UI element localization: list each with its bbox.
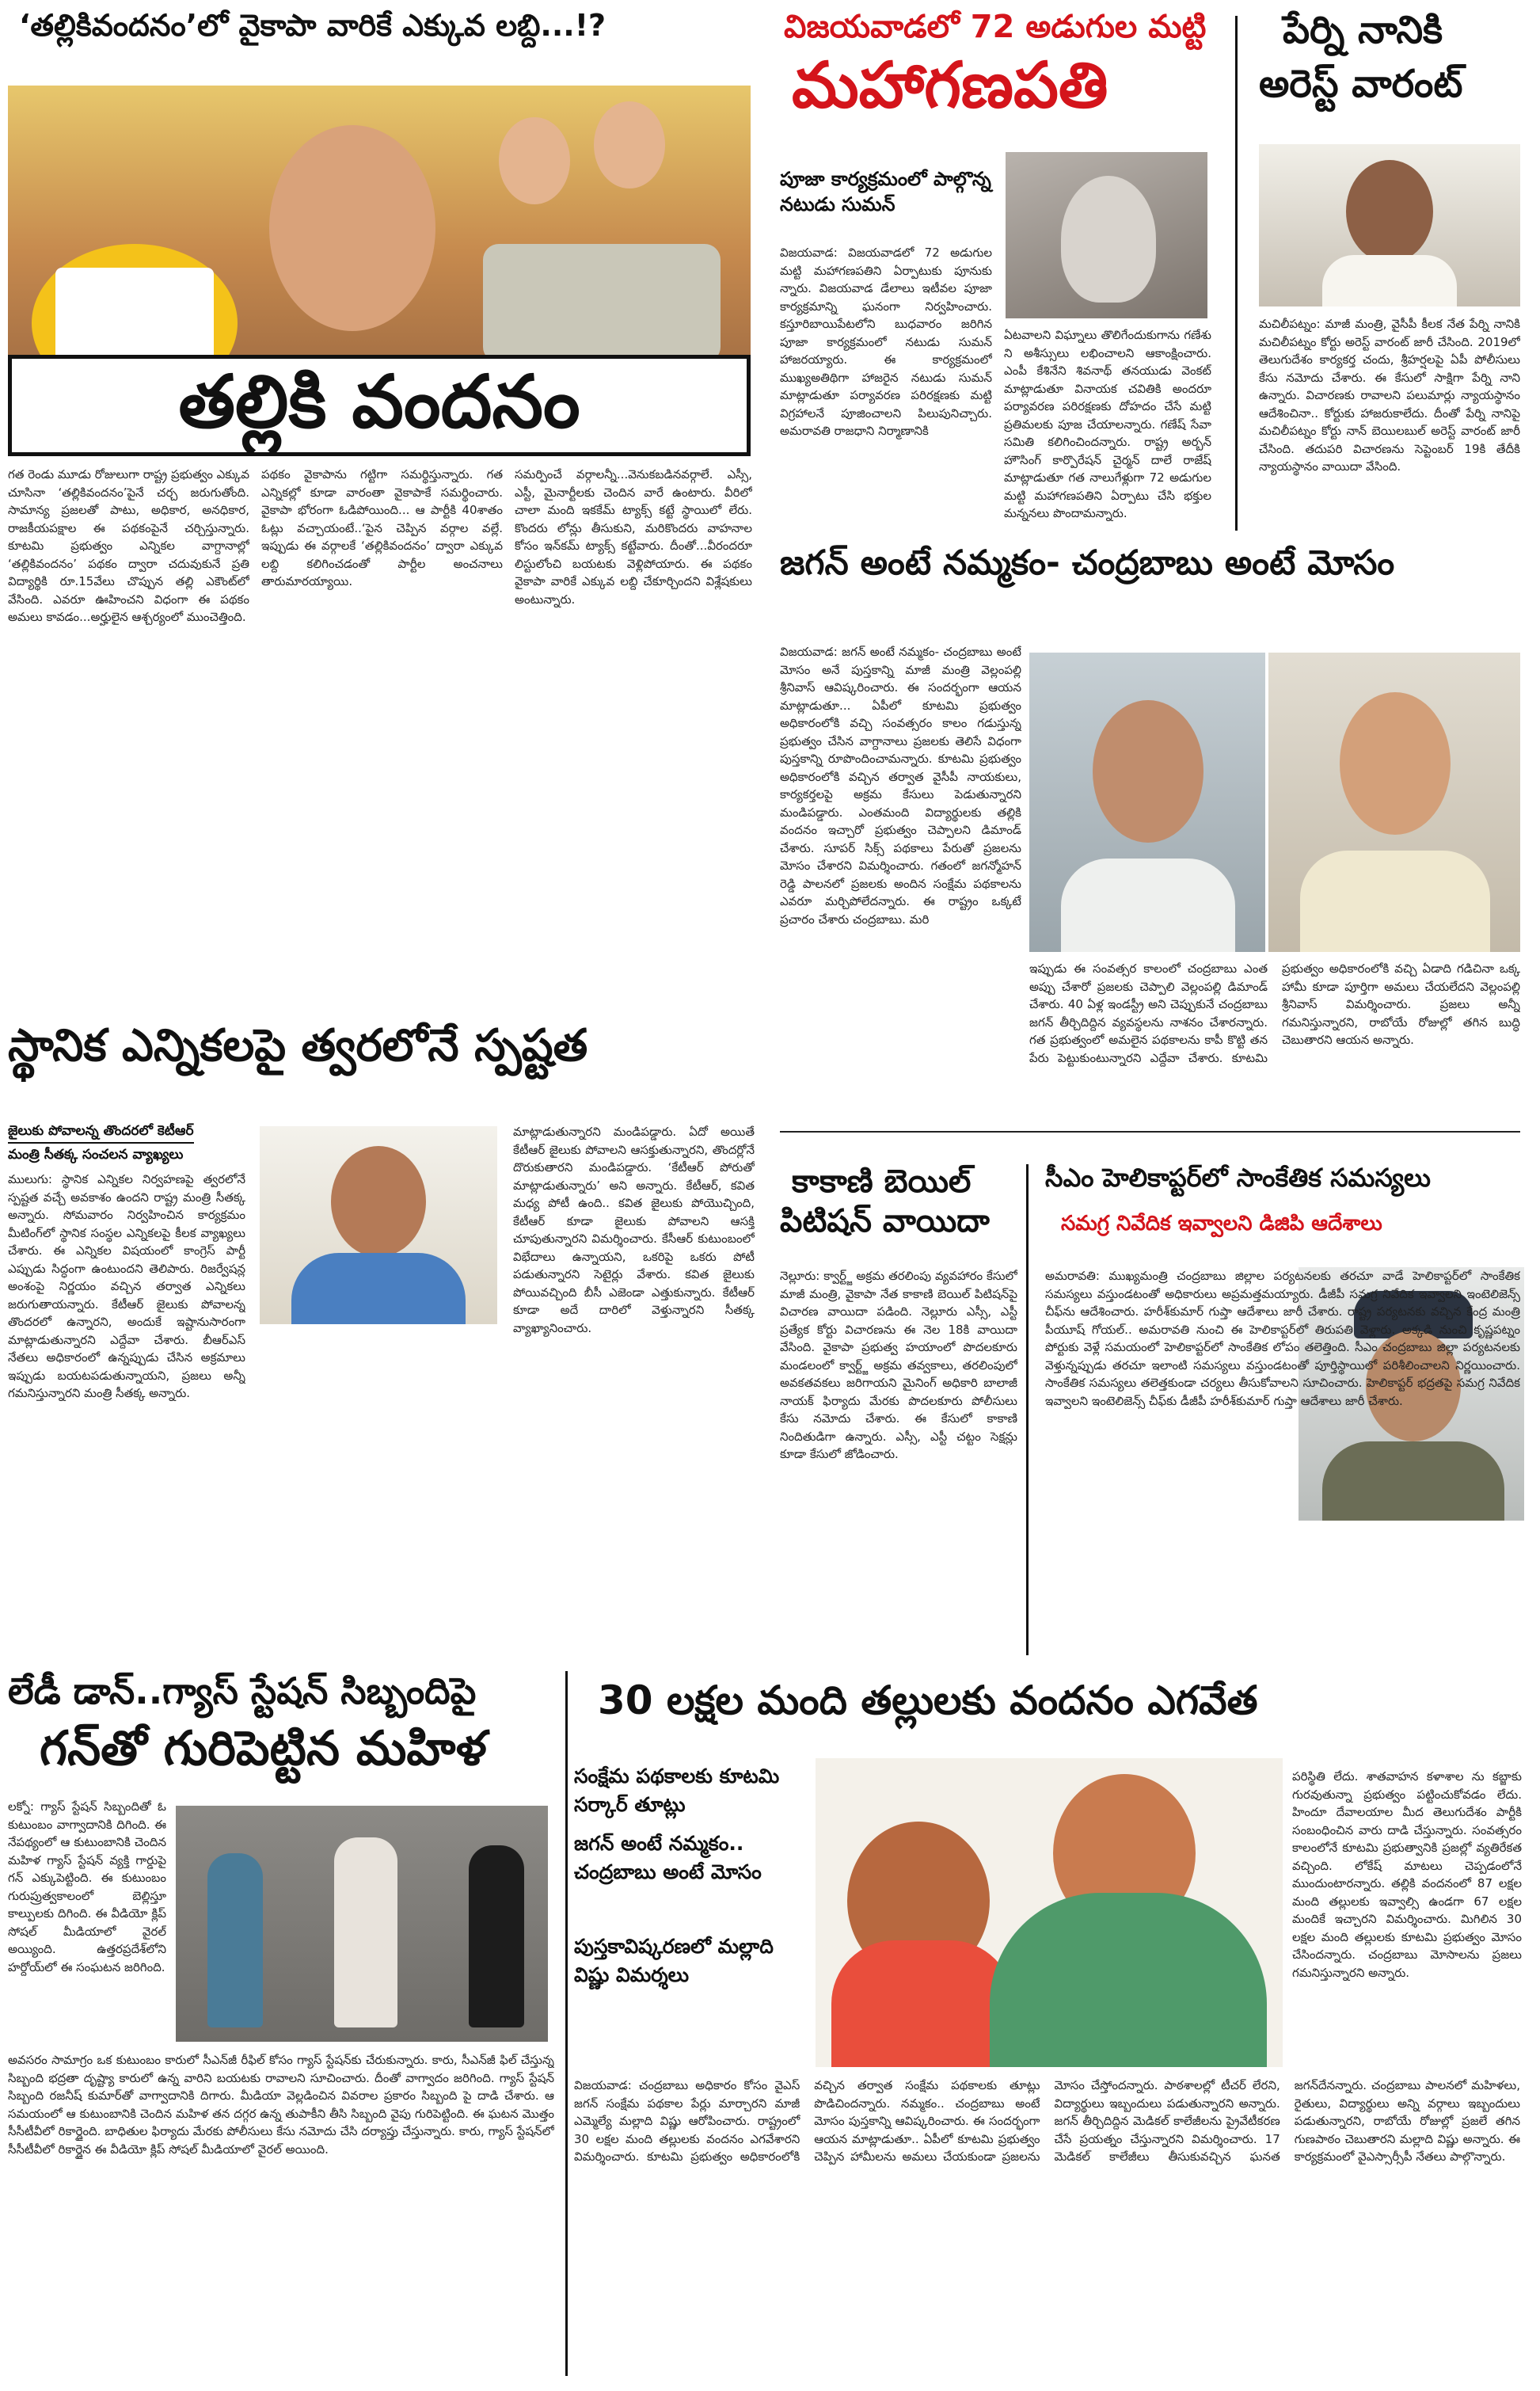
mothers-headline: 30 లక్షల మంది తల్లులకు వందనం ఎగవేత — [598, 1677, 1258, 1723]
jagan-body-left: విజయవాడ: జగన్ అంటే నమ్మకం- చంద్రబాబు అంటే మోసం అనే పుస్తకాన్ని మాజీ మంత్రి వెల్లంపల్లి శ్రీనివాస్ ఆవిష్కరించారు. ఈ సందర్భంగా ఆయన మాట్లాడుతూ... ఏపీలో కూటమి ప్రభుత్వం అధికారంలోకి వచ్చి సంవత్సరం కాలం గడుస్తున్న ప్రభుత్వం చేసిన వాగ్దానాలు ప్రజలకు తెలిసే విధంగా పుస్తకాన్ని రూపొందించామన్నారు. కూటమి ప్రభుత్వం అధికారంలోకి వచ్చిన తర్వాత వైసీపీ నాయకులు, కార్యకర్తలపై అక్రమ కేసులు పెడుతున్నారని మండిపడ్డారు. ఎంతమంది విద్యార్థులకు తల్లికి వందనం ఇచ్చారో ప్రభుత్వం చెప్పాలని డిమాండ్ చేశారు. సూపర్ సిక్స్ పథకాలు పేరుతో ప్రజలను మోసం చేశారని విమర్శించారు. గతంలో జగన్మోహన్ రెడ్డి పాలనలో ప్రజలకు అందిన సంక్షేమ పథకాలను ఎవరూ మర్చిపోలేదన్నారు. ఈ రాష్ట్రం ఒక్కటే ప్రచారం చేశారు చంద్రబాబు. మరి — [780, 645, 1021, 927]
local-polls-kicker: జైలుకు పోవాలన్న తొందరలో కెటీఆర్ — [8, 1123, 194, 1144]
jagan-photo — [1029, 653, 1265, 952]
local-polls-body-left: ములుగు: స్థానిక ఎన్నికల నిర్వహణపై త్వరలోనే స్పష్టత వచ్చే అవకాశం ఉందని రాష్ట్ర మంత్రి సీతక్క అన్నారు. సోమవారం నిర్వహించిన కార్యక్రమం మీటింగ్‌లో స్థానిక సంస్థల ఎన్నికలపై కీలక వ్యాఖ్యలు చేశారు. ఈ ఎన్నికల విషయంలో కాంగ్రెస్ పార్టీ ఎప్పుడు సిద్ధంగా ఉంటుందని తెలిపారు. రిజర్వేషన్ల అంశంపై నిర్ణయం వచ్చిన తర్వాత ఎన్నికలు జరుగుతాయన్నారు. కేటీఆర్ జైలుకు పోవాలన్న తొందరలో ఉన్నారని, అందుకే ఇష్టానుసారంగా మాట్లాడుతున్నారని ఎద్దేవా చేశారు. బీఆర్ఎస్ నేతలు అధికారంలో ఉన్నప్పుడు చేసిన అక్రమాలు ఇప్పుడు బయటపడుతున్నాయని, ప్రజలు అన్నీ గమనిస్తున్నారని మంత్రి సీతక్క అన్నారు. — [8, 1172, 245, 1400]
mothers-body-right: పరిస్థితి లేదు. శాతవాహన కళాశాల ను కబ్జాకు గురవుతున్నా ప్రభుత్వం పట్టించుకోవడం లేదు. హిందూ దేవాలయాల మీద తెలుగుదేశం పార్టీకి సంబంధించిన వారు దాడి చేస్తున్నారు. సంవత్సరం కాలంలోనే కూటమి ప్రభుత్వానికి ప్రజల్లో వ్యతిరేకత వచ్చింది. లోకేష్ మాటలు చెప్పడంలోనే ముందుంటారన్నారు. తల్లికి వందనంలో 87 లక్షల మంది తల్లులకు ఇవ్వాల్సి ఉండగా 67 లక్షల మందికే ఇచ్చారని విమర్శించారు. మిగిలిన 30 లక్షల మంది తల్లులకు కూటమి ప్రభుత్వం మోసం చేసిందన్నారు. చంద్రబాబు మోసాలను ప్రజలు గమనిస్తున్నారని అన్నారు. — [1292, 1769, 1522, 1980]
perni-photo — [1259, 144, 1520, 306]
welfare-body-col3: సమర్పించే వర్గాలన్నీ...వెనుకబడినవర్గాలే. ఎస్సీ, ఎస్టీ, మైనార్టీలకు చెందిన వారే ఉంటారు. వీరిలో చాలా మంది ఇకకేమ్ ట్యాక్స్ కట్టే స్థాయిలో లేరు. కొందరు లోన్లు తీసుకుని, మరికొందరు వాహనాల కోసం ఇన్‌కమ్‌ ట్యాక్స్ కట్టేవారు. దీంతో...వీరందరూ లిస్టులోంచి బయటకు వెళ్లిపోయారు. ఈ పథకం వైకాపా వారికే ఎక్కువ లబ్ది చేకూర్చిందని విశ్లేషకులు అంటున్నారు. — [515, 467, 752, 607]
ganapati-photo — [1006, 152, 1207, 318]
cbn-photo — [1268, 653, 1520, 952]
welfare-banner-photo — [8, 86, 751, 456]
mothers-sub1: సంక్షేమ పథకాలకు కూటమి సర్కార్ తూట్లు — [574, 1765, 780, 1816]
welfare-body-col2: పథకం వైకాపాను గట్టిగా సమర్థిస్తున్నారు. గత ఎన్నికల్లో కూడా వారంతా వైకాపాకే సమర్థించారు. వైకాపా భోరంగా ఓడిపోయింది... ఆ పార్టీకి 40శాతం ఓట్లు వచ్చాయంటే..‘పైన చెప్పిన వర్గాల వల్లే. ఇప్పుడు ఈ వర్గాలకే ‘తల్లికివందనం’ ద్వారా ఎక్కువ లబ్ది కలిగించడంతో పార్టీల అంచనాలు తారుమారయ్యాయి. — [261, 467, 503, 588]
local-polls-headline: స్థానిక ఎన్నికలపై త్వరలోనే స్పష్టత — [8, 1020, 588, 1072]
perni-headline-line2: అరెస్ట్ వారంట్ — [1259, 62, 1463, 106]
lady-don-headline-line1: లేడీ డాన్..గ్యాస్ స్టేషన్ సిబ్బందిపై — [8, 1670, 477, 1712]
lady-don-body-left: లక్నో: గ్యాస్ స్టేషన్ సిబ్బందితో ఓ కుటుంబం వాగ్వాదానికి దిగింది. ఈ నేపథ్యంలో ఆ కుటుంబానికి చెందిన మహిళ గ్యాస్ స్టేషన్ వ్యక్తి గార్డుపై గన్ ఎక్కుపెట్టింది. ఈ కుటుంబం గురుప్రుత్వకాలంలో బెల్లిస్తూ కాల్పులకు దిగింది. ఈ వీడియో క్లిప్ సోషల్ మీడియాలో వైరల్ అయ్యింది. ఉత్తరప్రదేశ్‌లోని హర్దోయ్‌లో ఈ సంఘటన జరిగింది. — [8, 1799, 166, 1974]
kakani-headline-line1: కాకాణి బెయిల్ — [792, 1163, 972, 1200]
ganapati-headline: మహాగణపతి — [792, 48, 1108, 122]
ganapati-subhead: పూజా కార్యక్రమంలో పాల్గొన్న నటుడు సుమన్ — [780, 168, 991, 215]
kakani-body: నెల్లూరు: క్వార్ట్జ్ అక్రమ తరలింపు వ్యవహారం కేసులో మాజీ మంత్రి, వైకాపా నేత కాకాణి బెయిల్ పిటిషన్‌పై విచారణ వాయిదా పడింది. నెల్లూరు ఎస్సీ, ఎస్టీ ప్రత్యేక కోర్టు విచారణను ఈ నెల 18కి వాయిదా వేసింది. వైకాపా ప్రభుత్వ హయాంలో పొదలకూరు మండలంలో క్వార్ట్జ్ అక్రమ తవ్వకాలు, తరలింపులో అవకతవకలు జరిగాయని మైనింగ్ అధికారి బాలాజీ నాయక్ ఫిర్యాదు మేరకు పొదలకూరు పోలీసులు కేసు నమోదు చేశారు. ఈ కేసులో కాకాణి నిందితుడిగా ఉన్నారు. ఎస్సీ, ఎస్టీ చట్టం సెక్షన్లు కూడా కేసులో జోడించారు. — [780, 1269, 1017, 1461]
helicopter-subhead: సమగ్ర నివేదిక ఇవ్వాలని డిజిపి ఆదేశాలు — [1061, 1212, 1382, 1235]
jagan-body-right: ఇప్పుడు ఈ సంవత్సర కాలంలో చంద్రబాబు ఎంత అప్పు చేశారో ప్రజలకు చెప్పాలి వెల్లంపల్లి డిమాండ్ చేశారు. 40 ఏళ్ల ఇండస్ట్రీ అని చెప్పుకునే చంద్రబాబు జగన్ తీర్చిదిద్దిన వ్యవస్థలను నాశనం చేశారన్నారు. గత ప్రభుత్వంలో అమలైన పథకాలను కాపీ కొట్టి తన పేరు పెట్టుకుంటున్నారని ఎద్దేవా చేశారు. కూటమి ప్రభుత్వం అధికారంలోకి వచ్చి ఏడాది గడిచినా ఒక్క హామీ కూడా పూర్తిగా అమలు చేయలేదని వెల్లంపల్లి శ్రీనివాస్ విమర్శించారు. ప్రజలు అన్నీ గమనిస్తున్నారని, రాబోయే రోజుల్లో తగిన బుద్ధి చెబుతారని ఆయన అన్నారు. — [1029, 961, 1520, 1065]
section-rule — [780, 1131, 1520, 1133]
helicopter-body: అమరావతి: ముఖ్యమంత్రి చంద్రబాబు జిల్లాల పర్యటనలకు తరచూ వాడే హెలికాప్టర్‌లో సాంకేతిక సమస్యలు వస్తుండటంతో అధికారులు అప్రమత్తమయ్యారు. డీజీపీ సమగ్ర నివేదిక ఇవ్వాలని ఇంటెలిజెన్స్ చీఫ్‌ను ఆదేశించారు. హరీశ్‌కుమార్ గుప్తా ఆదేశాలు జారీ చేశారు. రాష్ట్ర పర్యటనకు వచ్చిన కేంద్ర మంత్రి పీయూష్ గోయల్.. అమరావతి నుంచి ఈ హెలికాప్టర్‌లో తిరుపతి వెళ్లారు. అక్కడి నుంచి కృష్ణపట్నం పోర్టుకు వెళ్లే సమయంలో హెలికాప్టర్‌లో సాంకేతిక లోపం తలెత్తింది. సీఎం చంద్రబాబు జిల్లా పర్యటనలకు వెళ్తున్నప్పుడు తరచూ ఇలాంటి సమస్యలు వస్తుండటంతో పూర్తిస్థాయిలో పరిశీలించాలని నిర్ణయించారు. సాంకేతిక సమస్యలు తలెత్తకుండా చర్యలు తీసుకోవాలని సూచించారు. హెలికాప్టర్ భద్రతపై సమగ్ర నివేదిక ఇవ్వాలని ఇంటెలిజెన్స్ చీఫ్‌కు డీజీపీ హరీశ్‌కుమార్ గుప్తా ఆదేశాలు జారీ చేశారు. — [1045, 1269, 1520, 1408]
column-rule — [1235, 16, 1238, 531]
kakani-headline-line2: పిటిషన్ వాయిదా — [780, 1203, 990, 1239]
column-rule — [565, 1671, 568, 2376]
lady-don-headline-line2: గన్‌తో గురిపెట్టిన మహిళ — [40, 1721, 487, 1776]
perni-headline-line1: పేర్ని నానికి — [1283, 8, 1443, 52]
lady-don-body-bottom: అవసరం సామాగ్రం ఒక కుటుంబం కారులో సీఎన్‌జీ రీఫిల్ కోసం గ్యాస్ స్టేషన్‌కు చేరుకున్నారు. కారు, సీఎన్‌జీ ఫిల్ చేస్తున్న సిబ్బంది భద్రతా దృష్ట్యా కారులో ఉన్న వారిని బయటకు రావాలని సూచించారు. దీంతో వాగ్వాదం జరిగింది. గ్యాస్ స్టేషన్ సిబ్బంది రజనీష్ కుమార్‌తో వాగ్వాదానికి దిగారు. మీడియా వెల్లడించిన వివరాల ప్రకారం సిబ్బంది పై దాడి చేశారు. ఆ సమయంలో ఆ కుటుంబానికి చెందిన మహిళ తన దగ్గర ఉన్న తుపాకీని తీసి సిబ్బంది వైపు గురిపెట్టింది. ఈ ఘటన మొత్తం సీసీటీవీలో రికార్డైంది. బాధితుల ఫిర్యాదు మేరకు పోలీసులు కేసు నమోదు చేసి దర్యాప్తు చేస్తున్నారు. కారు, గ్యాస్ స్టేషన్‌లో సీసీటీవీలో రికార్డైన ఈ వీడియో క్లిప్ సోషల్ మీడియాలో వైరల్ అయింది. — [8, 2053, 554, 2157]
ganapati-body-right: ఏటవాలని విఘ్నాలు తొలిగేందుకుగాను గణేశు ని అశీస్సులు లభించాలని ఆకాంక్షించారు. ఎంపీ కేశినేని శివనాథ్ తనయుడు వెంకట్ మాట్లాడుతూ వినాయక చవితికి అందరూ పర్యావరణ పరిరక్షణకు దోహదం చేసే మట్టి ప్రతిమలకు పూజ చేయాలన్నారు. గణేష్ సేవా సమితి కలిగించిందన్నారు. రాష్ట్ర అర్బన్ హౌసింగ్ కార్పొరేషన్ చైర్మన్ దాలే రాజేష్ మాట్లాడుతూ గత నాలుగేళ్లుగా 72 అడుగుల మట్టి మహాగణపతిని ఏర్పాటు చేసి భక్తుల మన్ననలు పొందామన్నారు. — [1004, 328, 1211, 520]
local-polls-body-right: మాట్లాడుతున్నారని మండిపడ్డారు. ఏదో అయితే కేటీఆర్ జైలుకు పోవాలని ఆసక్తుతున్నారని, తొందర్లోనే దొరుకుతారని మండిపడ్డారు. ‘కేటీఆర్ పోరుతో మాట్లాడుతున్నారు’ అని అన్నారు. కేటీఆర్, కవిత మధ్య పోటీ ఉంది.. కవిత జైలుకు పోయొచ్చింది, కేటీఆర్ కూడా జైలుకు పోవాలని ఆసక్తి చూపుతున్నారని విమర్శించారు. కేసీఆర్ కుటుంబంలో విభేదాలు ఉన్నాయని, ఒకరిపై ఒకరు పోటీ పడుతున్నారని సెటైర్లు వేశారు. కవిత జైలుకు పోయివచ్చింది బీసీ ఎజెండా ఎత్తుకున్నారు. కేటీఆర్ కూడా అదే దారిలో వెళ్తున్నారని సీతక్క వ్యాఖ్యానించారు. — [513, 1125, 755, 1335]
mothers-body-bottom: విజయవాడ: చంద్రబాబు అధికారం కోసం వైఎస్ జగన్ సంక్షేమ పథకాల పేర్లు మార్చారని మాజీ ఎమ్మెల్యే మల్లాది విష్ణు ఆరోపించారు. రాష్ట్రంలో 30 లక్షల మంది తల్లులకు వందనం ఎగవేశారని విమర్శించారు. కూటమి ప్రభుత్వం అధికారంలోకి వచ్చిన తర్వాత సంక్షేమ పథకాలకు తూట్లు పొడిచిందన్నారు. నమ్మకం.. చంద్రబాబు అంటే మోసం పుస్తకాన్ని ఆవిష్కరించారు. ఈ సందర్భంగా ఆయన మాట్లాడుతూ.. ఏపీలో కూటమి ప్రభుత్వం చెప్పిన హామీలను అమలు చేయకుండా ప్రజలను మోసం చేస్తోందన్నారు. పాఠశాలల్లో టీచర్ లేరని, విద్యార్థులు ఇబ్బందులు పడుతున్నారని అన్నారు. జగన్ తీర్చిదిద్దిన మెడికల్ కాలేజీలను ప్రైవేటీకరణ చేసే ప్రయత్నం చేస్తున్నారని విమర్శించారు. 17 మెడికల్ కాలేజీలు తీసుకువచ్చిన ఘనత జగన్‌దేనన్నారు. చంద్రబాబు పాలనలో మహిళలు, రైతులు, విద్యార్థులు అన్ని వర్గాలు ఇబ్బందులు పడుతున్నారని, రాబోయే రోజుల్లో ప్రజలే తగిన గుణపాఠం చెబుతారని మల్లాది విష్ణు అన్నారు. ఈ కార్యక్రమంలో వైఎస్సార్సీపీ నేతలు పాల్గొన్నారు. — [574, 2078, 1520, 2164]
mothers-sub2: జగన్ అంటే నమ్మకం.. చంద్రబాబు అంటే మోసం — [574, 1832, 762, 1883]
welfare-body-col1: గత రెండు మూడు రోజులుగా రాష్ట్ర ప్రభుత్వం ఎక్కువ చూసినా ‘తల్లికివందనం’పైనే చర్చ జరుగుతోంది. సామాన్య ప్రజలతో పాటు, అధికార, అనధికార, రాజకీయపక్షాల ఈ పథకంపైనే చర్చిస్తున్నారు. కూటమి ప్రభుత్వం ఎన్నికల వాగ్దానాల్లో ‘తల్లికివందనం’ పథకం ద్వారా చదువుకునే ప్రతి విద్యార్థికి రూ.15వేలు చొప్పున తల్లి ఎకౌంట్‌లో వేసింది. ఎవరూ ఊహించని విధంగా ఈ పథకం అమలు కావడం...అర్హులైన ఆశ్చర్యంలో ముంచెత్తింది. — [8, 467, 249, 624]
jagan-headline: జగన్ అంటే నమ్మకం- చంద్రబాబు అంటే మోసం — [780, 543, 1395, 583]
column-rule — [1026, 1164, 1029, 1655]
banner-text: తల్లికి వందనం — [8, 355, 751, 456]
ganapati-body-left: విజయవాడ: విజయవాడలో 72 అడుగుల మట్టి మహాగణపతిని ఏర్పాటుకు పూనుకు న్నారు. విజయవాడ డేలాలు ఇటీవల పూజా కార్యక్రమాన్ని ఘనంగా నిర్వహించారు. కస్తూరిబాయిపేటలోని బుధవారం జరిగిన పూజా కార్యక్రమంలో నటుడు సుమన్ హాజరయ్యారు. ఈ కార్యక్రమంలో ముఖ్యఅతిథిగా హాజరైన నటుడు సుమన్ మాట్లాడుతూ పర్యావరణ పరిరక్షణకు మట్టి విగ్రహాలనే పూజించాలని పిలుపునిచ్చారు. అమరావతి రాజధాని నిర్మాణానికి — [780, 246, 992, 438]
mothers-sub3: పుస్తకావిష్కరణలో మల్లాది విష్ణు విమర్శలు — [574, 1935, 774, 1986]
helicopter-headline: సీఎం హెలికాప్టర్‌లో సాంకేతిక సమస్యలు — [1045, 1163, 1431, 1193]
welfare-headline: ‘తల్లికివందనం’లో వైకాపా వారికే ఎక్కువ లబ్ది...!? — [19, 8, 606, 43]
cctv-photo — [176, 1806, 548, 2042]
ganapati-kicker: విజయవాడలో 72 అడుగుల మట్టి — [784, 9, 1207, 45]
perni-body: మచిలీపట్నం: మాజీ మంత్రి, వైసీపీ కీలక నేత పేర్ని నానికి మచిలీపట్నం కోర్టు అరెస్ట్ వారంట్ జారీ చేసింది. 2019లో తెలుగుదేశం కార్యకర్త చందు, శ్రీహర్షలపై ఏపీ పోలీసులు కేసు నమోదు చేశారు. ఈ కేసులో సాక్షిగా పేర్ని నాని ఉన్నారు. విచారణకు రావాలని పలుమార్లు న్యాయస్థానం ఆదేశించినా.. కోర్టుకు హాజరుకాలేదు. దీంతో పేర్ని నానిపై మచిలీపట్నం కోర్టు నాన్ బెయిలబుల్ అరెస్ట్ వారంట్ జారీ చేసింది. తదుపరి విచారణను సెప్టెంబర్ 19కి తేదీకి న్యాయస్థానం వాయిదా వేసింది. — [1259, 317, 1520, 474]
mother-illustration — [816, 1758, 1283, 2067]
local-polls-subhead: మంత్రి సీతక్క సంచలన వ్యాఖ్యలు — [8, 1147, 184, 1163]
